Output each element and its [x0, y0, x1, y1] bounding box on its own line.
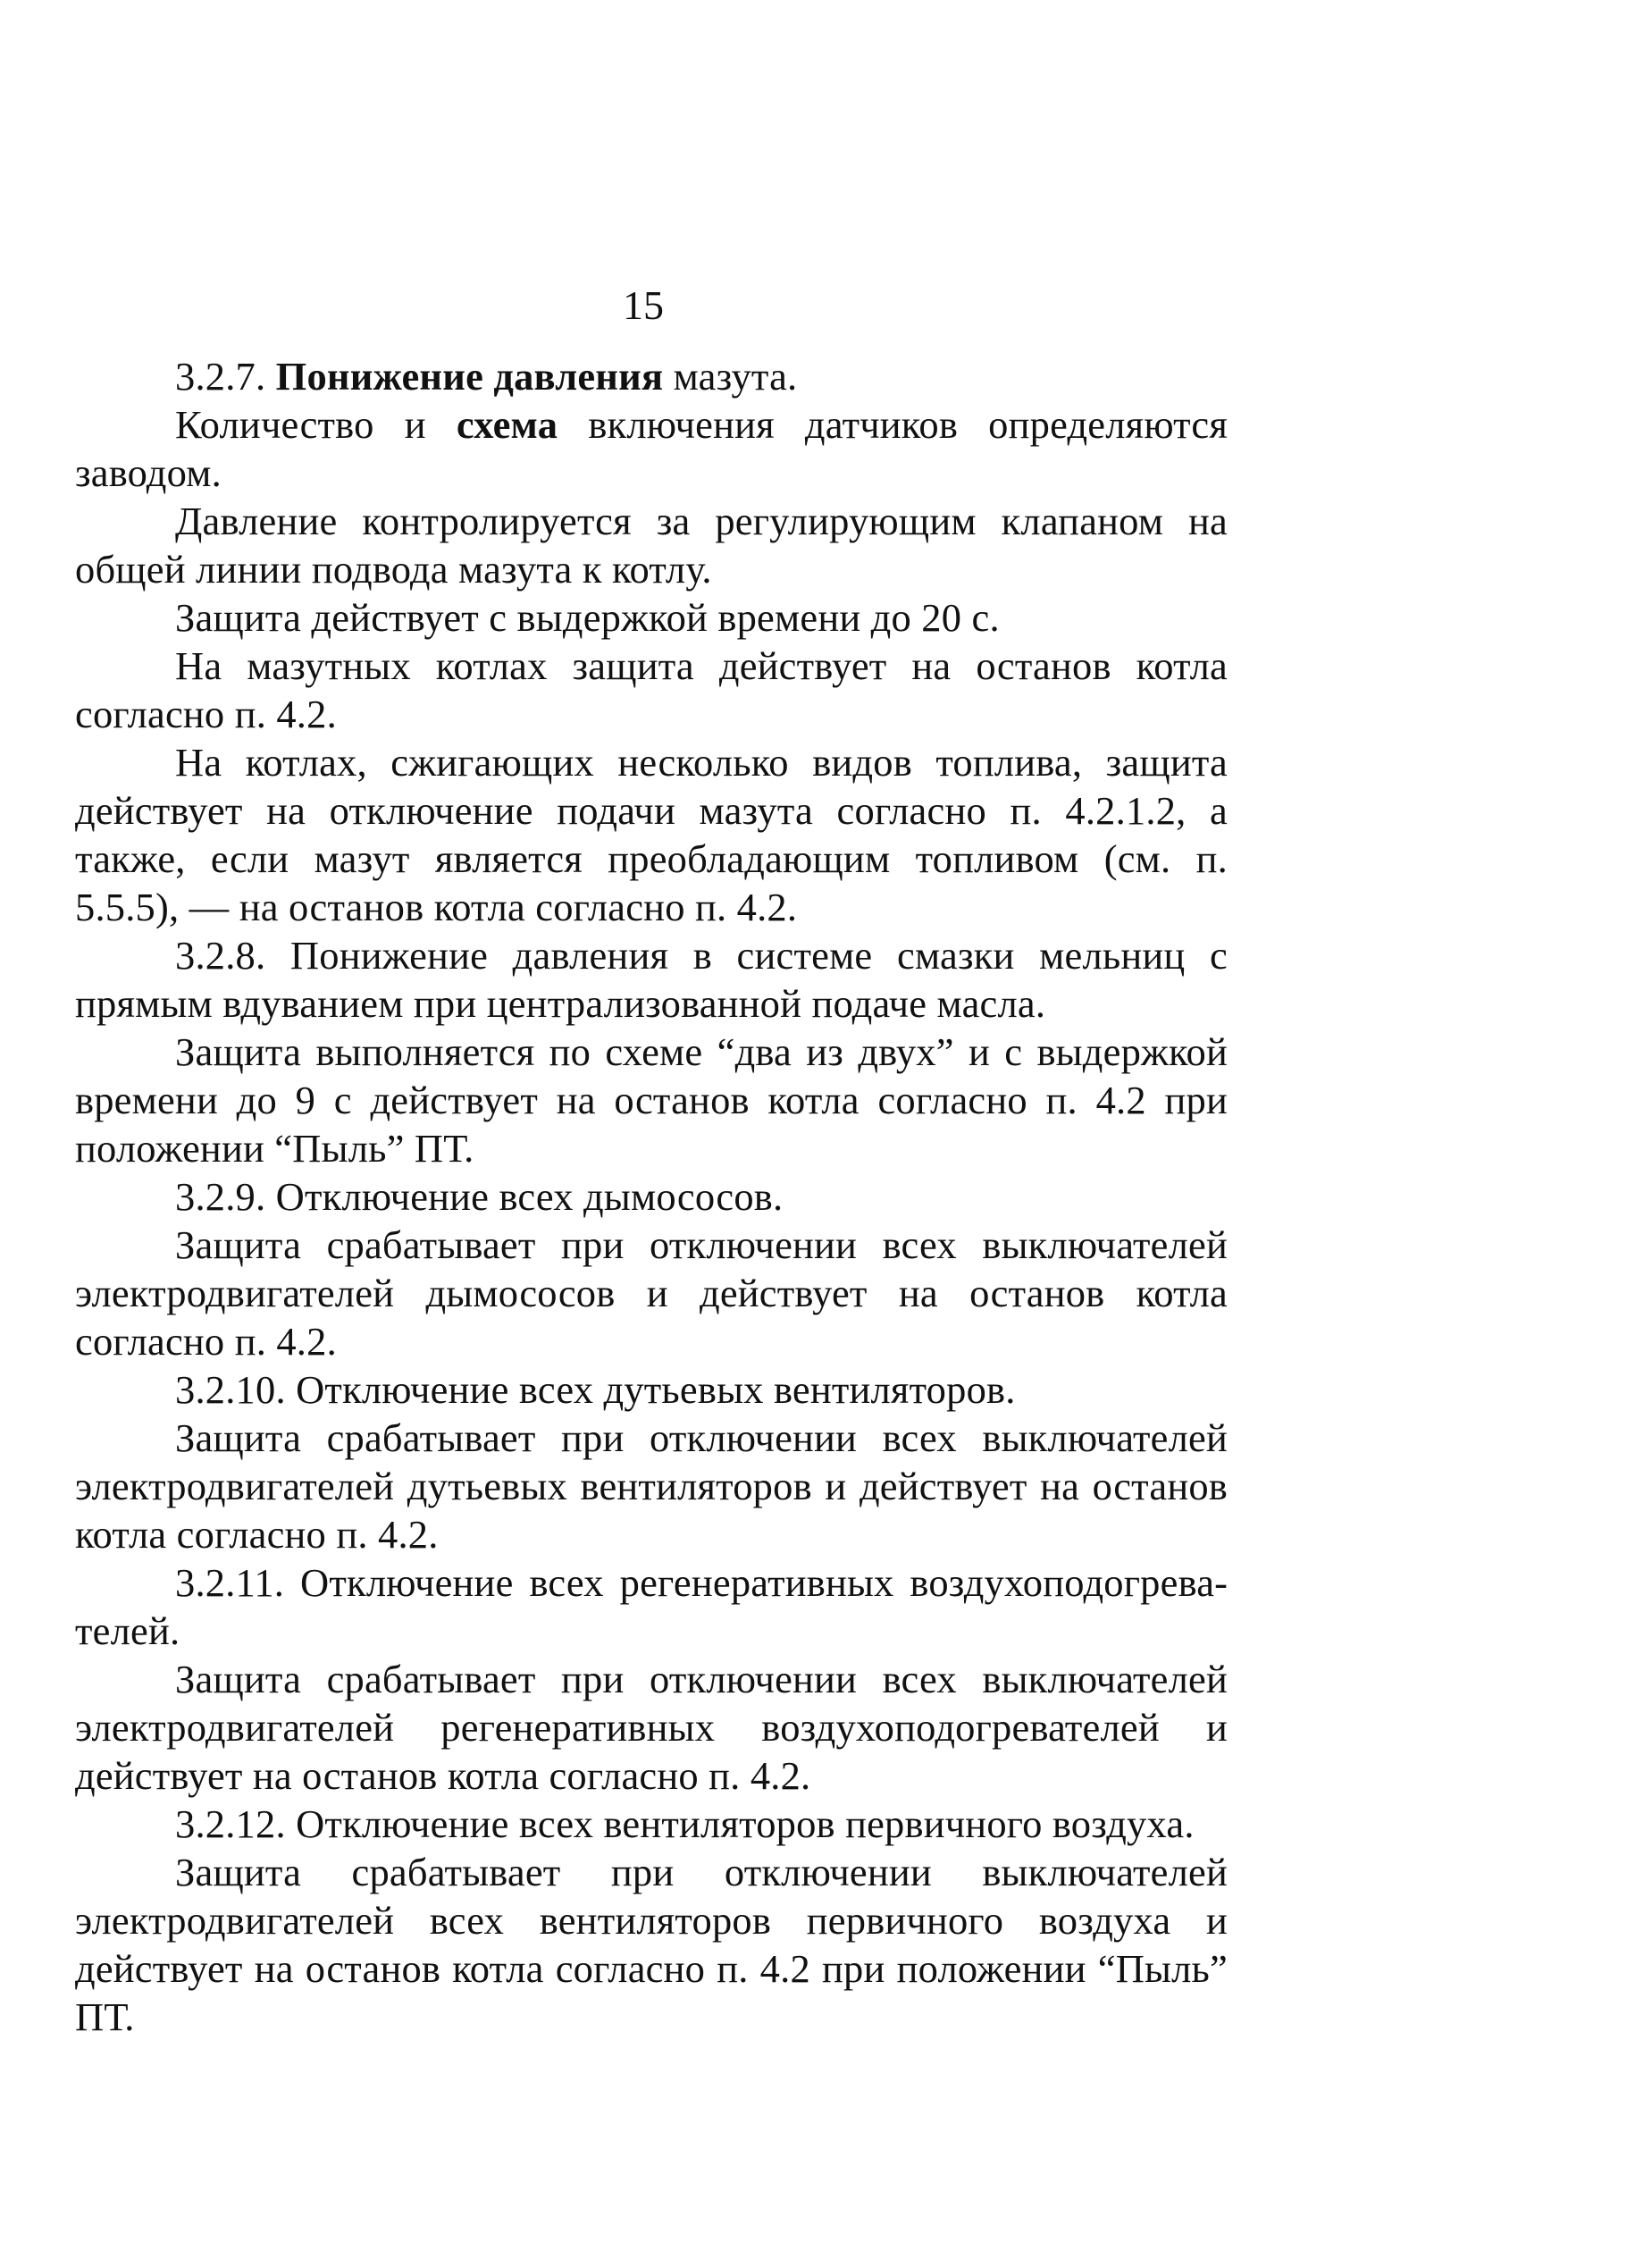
paragraph — [75, 1221, 1228, 1365]
paragraph — [75, 593, 1228, 642]
section-3-2-9-heading — [75, 1172, 1228, 1221]
section-3-2-10-heading — [75, 1365, 1228, 1414]
text-run: Защита выполняется по схеме “два из двух” и с выдержкой времени до 9 с действует на останов котла согласно п. 4.2 при положении “Пыль” ПТ. — [75, 1029, 1228, 1171]
section-3-2-7-heading — [75, 352, 1228, 400]
text-run: мазута. — [663, 354, 798, 399]
section-3-2-12-heading — [75, 1800, 1228, 1848]
document-body — [75, 352, 1228, 2041]
text-run: 3.2.8. Понижение давления в системе смазки мельниц с прямым вдуванием при централизованной подаче масла. — [75, 933, 1228, 1026]
text-run: включения датчиков определяются заводом. — [75, 402, 1228, 495]
paragraph — [75, 400, 1228, 497]
text-run-bold: Понижение давления — [275, 354, 664, 399]
text-run: Защита действует с выдержкой времени до 20 с. — [175, 595, 1000, 640]
text-run-bold: схема — [456, 402, 558, 447]
text-run: Количество и — [175, 402, 457, 447]
text-run: Защита срабатывает при отключении выключателей электродвигателей всех вентиляторов первичного воздуха и действует на останов котла согласно п. 4.2 при положении “Пыль” ПТ. — [75, 1850, 1228, 2039]
text-run: Защита срабатывает при отключении всех выключателей электродвигателей регенеративных воздухоподогревателей и действует на останов котла согласно п. 4.2. — [75, 1657, 1228, 1798]
paragraph — [75, 1655, 1228, 1800]
section-3-2-8-heading — [75, 931, 1228, 1028]
paragraph — [75, 497, 1228, 593]
text-run: Давление контролируется за регулирующим клапаном на общей линии подвода мазута к котлу. — [75, 499, 1228, 592]
paragraph — [75, 1414, 1228, 1558]
text-run: На котлах, сжигающих несколько видов топлива, защита действует на отключение подачи мазута согласно п. 4.2.1.2, а также, если мазут является преобладающим топливом (см. п. 5.5.5), — на останов котла согласно п. 4.2. — [75, 740, 1228, 929]
paragraph — [75, 1028, 1228, 1172]
text-run: 3.2.10. Отключение всех дутьевых вентиляторов. — [175, 1367, 1016, 1412]
text-run: 3.2.12. Отключение всех вентиляторов первичного воздуха. — [175, 1801, 1195, 1846]
text-run: 3.2.11. Отключение всех регенеративных воздухоподогревателей. — [75, 1560, 1228, 1653]
page-number: 15 — [623, 282, 664, 328]
paragraph — [75, 642, 1228, 738]
text-run: Защита срабатывает при отключении всех выключателей электродвигателей дымососов и действует на останов котла согласно п. 4.2. — [75, 1222, 1228, 1364]
paragraph — [75, 738, 1228, 931]
text-run: 3.2.7. — [175, 354, 276, 399]
text-run: На мазутных котлах защита действует на останов котла согласно п. 4.2. — [75, 643, 1228, 736]
section-3-2-11-heading — [75, 1558, 1228, 1655]
text-run: Защита срабатывает при отключении всех выключателей электродвигателей дутьевых вентиляторов и действует на останов котла согласно п. 4.2. — [75, 1415, 1228, 1557]
text-run: 3.2.9. Отключение всех дымососов. — [175, 1174, 784, 1219]
paragraph — [75, 1848, 1228, 2041]
